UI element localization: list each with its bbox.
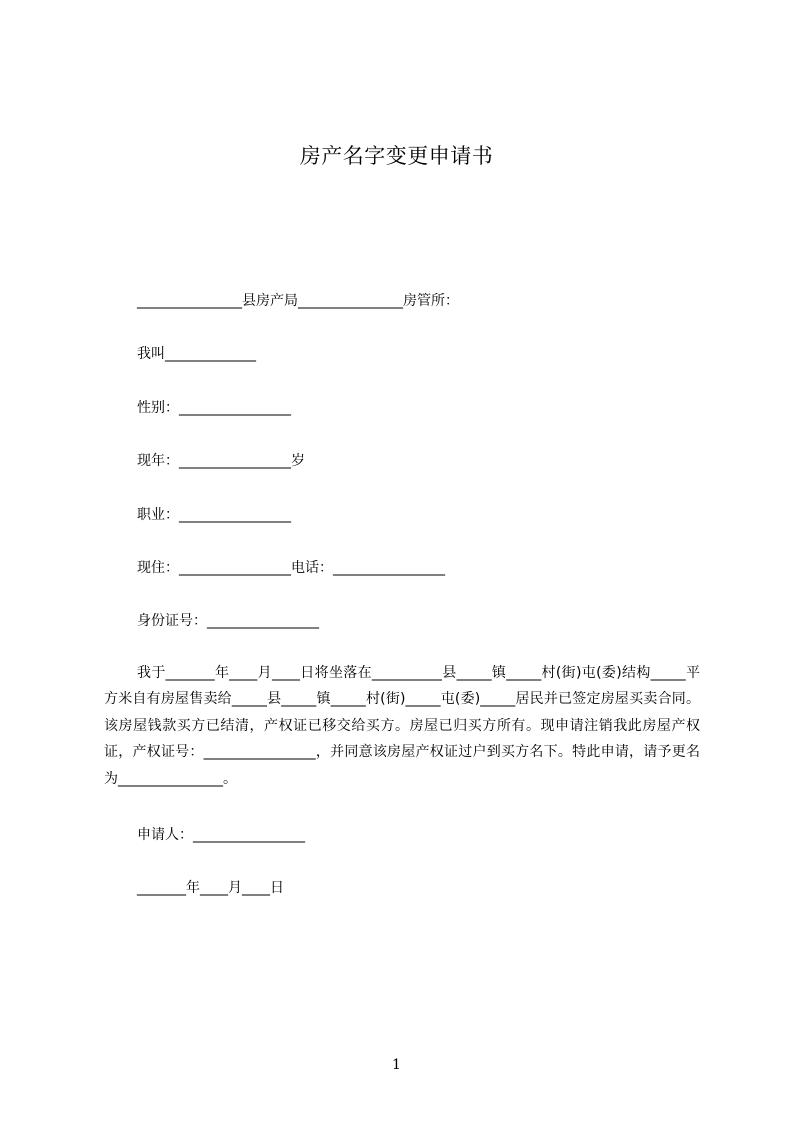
- age-line: 现年：________________岁: [137, 453, 305, 469]
- body-paragraph-text: 我于_______年____月____日将坐落在__________县_____镇_____村(街)屯(委)结构_____平方米自有房屋售卖给_____县_____镇_____村(街)_____屯(委)_____居民并已签定房屋买卖合同。该房屋钱款买方已结清，产权证已移交给买方。房屋已归买方所有。现申请注销我此房屋产权证，产权证号：________________，并同意该房屋产权证过户到买方名下。特此申请，请予更名为_______________。: [104, 665, 700, 787]
- name-line: 我叫_____________: [137, 346, 256, 362]
- page-number: 1: [392, 1057, 401, 1073]
- id-number-line: 身份证号：________________: [137, 613, 319, 629]
- residence-phone-line: 现住：________________电话：________________: [137, 560, 445, 576]
- document-title: 房产名字变更申请书: [299, 144, 494, 168]
- address-line: _______________县房产局_______________房管所：: [137, 293, 459, 309]
- applicant-line: 申请人：________________: [137, 827, 305, 843]
- gender-line: 性别：________________: [137, 400, 291, 416]
- body-paragraph: [104, 660, 700, 792]
- occupation-line: 职业：________________: [137, 507, 291, 523]
- date-line: _______年____月____日: [137, 880, 284, 896]
